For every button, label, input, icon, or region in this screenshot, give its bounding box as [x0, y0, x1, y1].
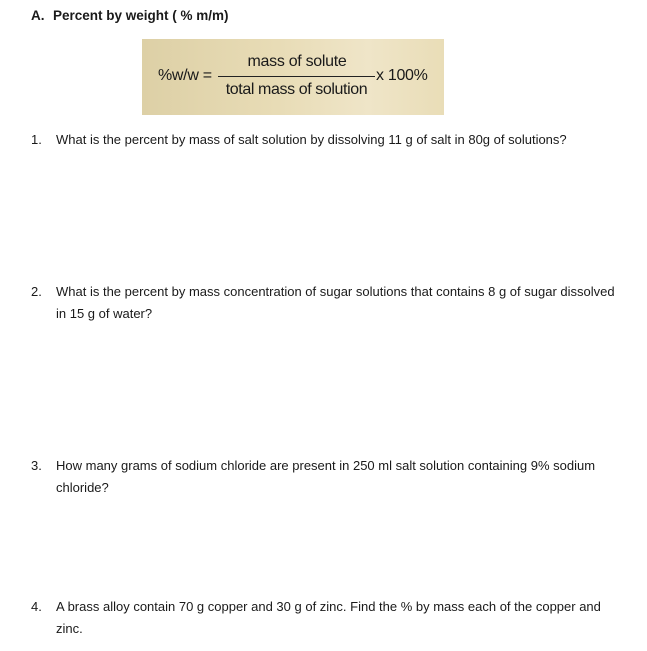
- fraction-bar: [218, 76, 375, 77]
- section-heading: [31, 8, 229, 23]
- formula-box: [142, 39, 444, 115]
- formula-multiplier: x 100%: [376, 67, 428, 84]
- question-1: [31, 129, 621, 151]
- formula-lhs: %w/w =: [158, 67, 212, 84]
- formula-denominator: total mass of solution: [225, 81, 368, 98]
- question-2: [31, 281, 621, 325]
- formula-numerator: mass of solute: [247, 53, 347, 70]
- section-title: Percent by weight ( % m/m): [53, 8, 229, 23]
- question-number: 4.: [31, 599, 42, 614]
- question-number: 3.: [31, 458, 42, 473]
- question-text: What is the percent by mass concentration of sugar solutions that contains 8 g of sugar dissolved in 15 g of water?: [56, 284, 615, 321]
- question-number: 2.: [31, 284, 42, 299]
- question-4: [31, 596, 621, 640]
- question-text: How many grams of sodium chloride are present in 250 ml salt solution containing 9% sodium chloride?: [56, 458, 596, 495]
- section-letter: A.: [31, 8, 45, 23]
- question-number: 1.: [31, 132, 42, 147]
- question-text: What is the percent by mass of salt solution by dissolving 11 g of salt in 80g of solutions?: [56, 132, 567, 147]
- question-3: [31, 455, 621, 499]
- question-text: A brass alloy contain 70 g copper and 30 g of zinc. Find the % by mass each of the copper and zinc.: [56, 599, 601, 636]
